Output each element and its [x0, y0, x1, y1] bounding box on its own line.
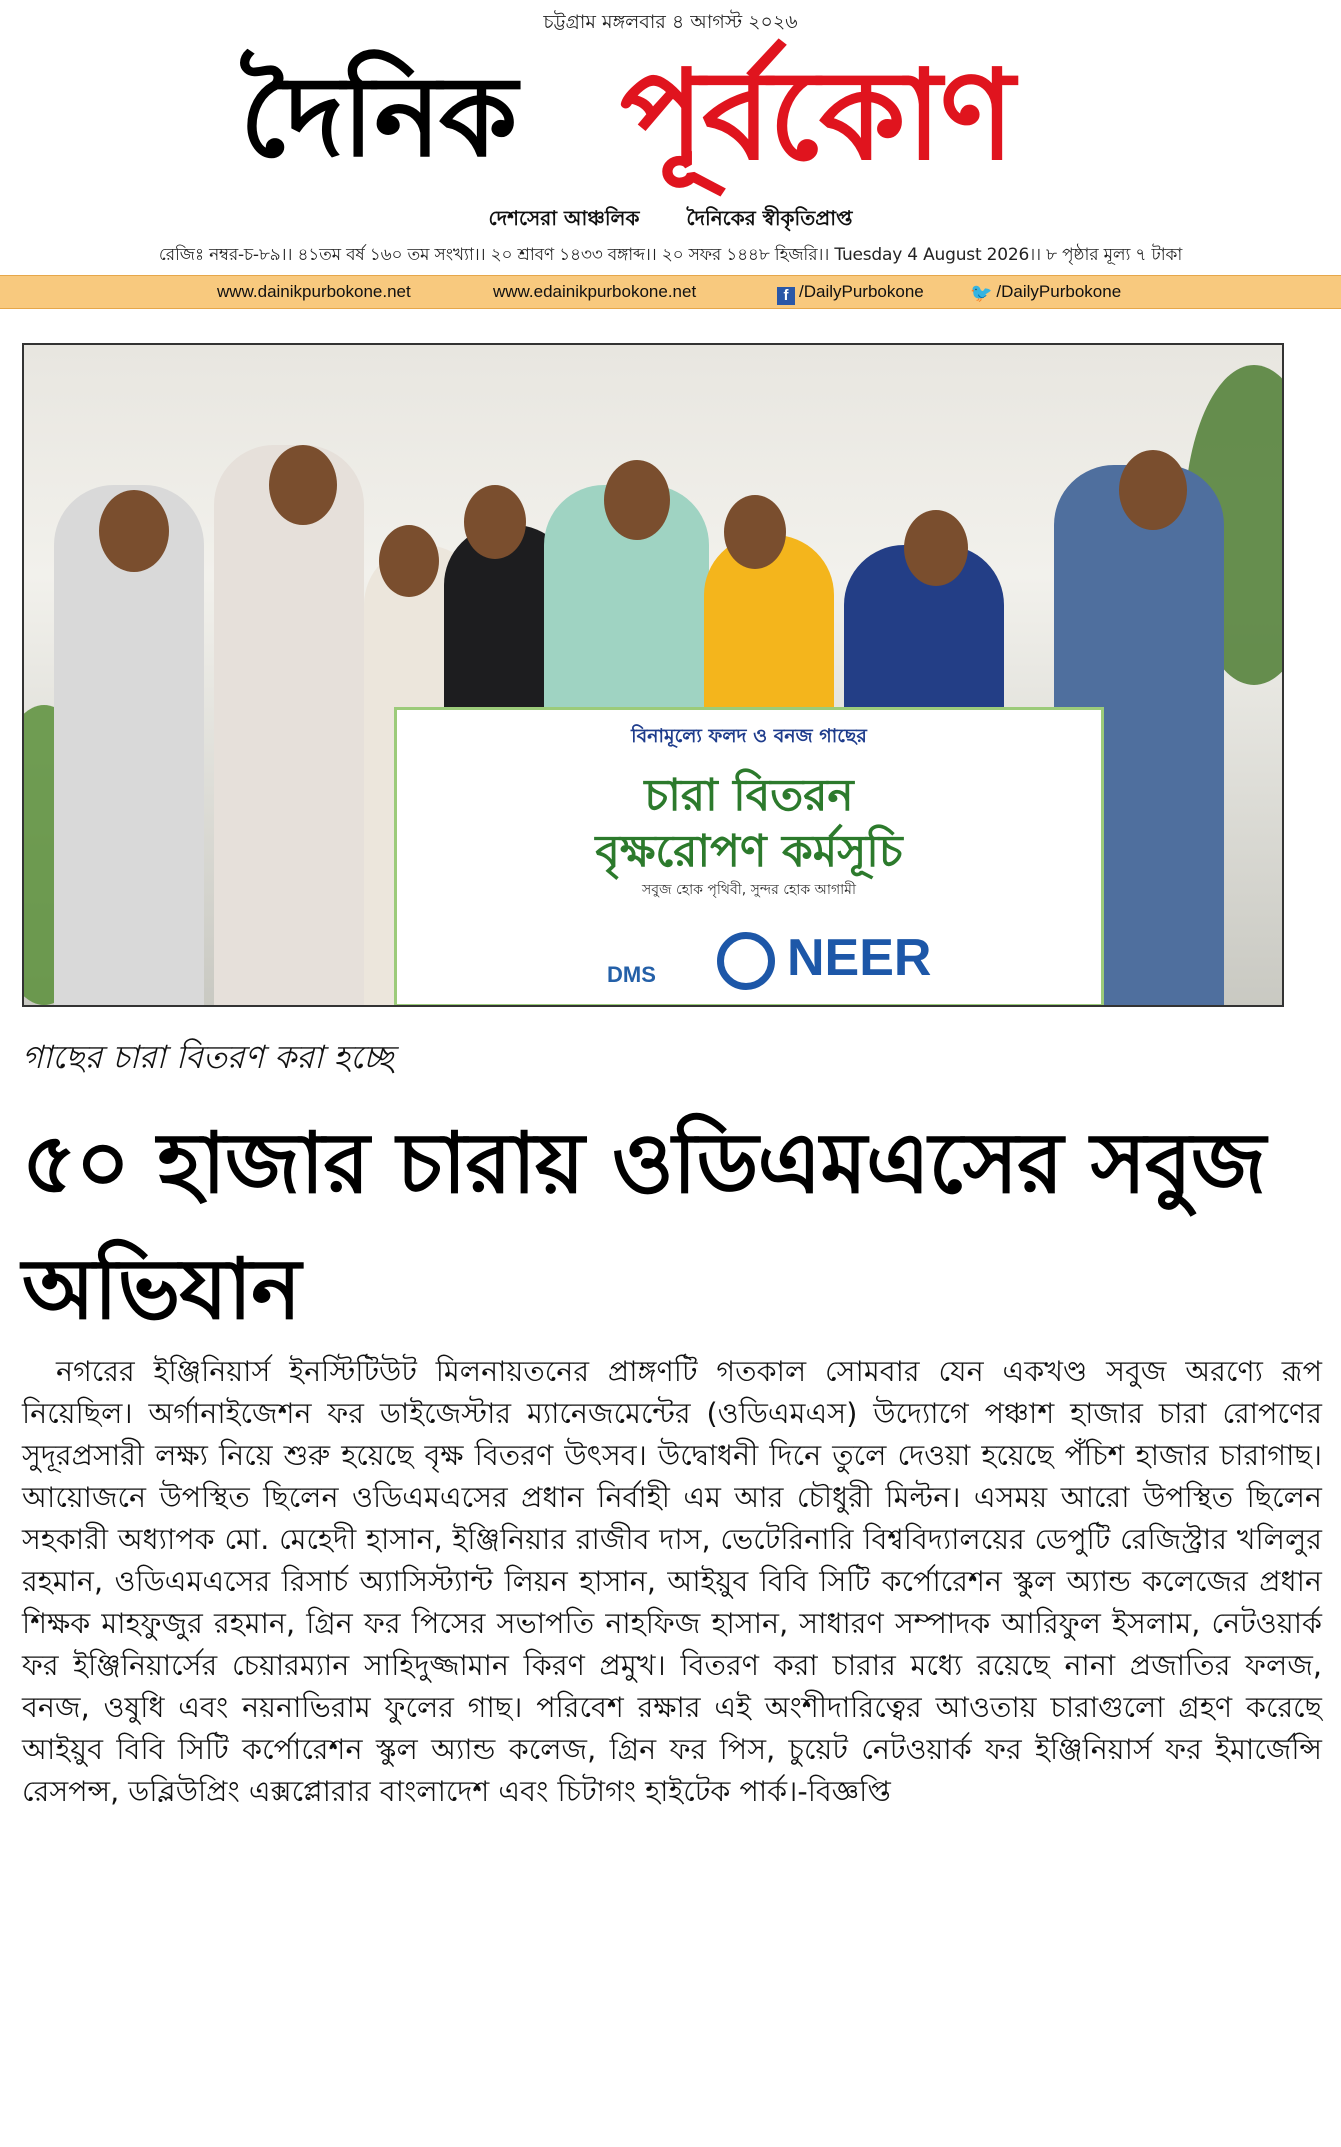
- person-4-head: [464, 485, 526, 559]
- person-5-head: [604, 460, 670, 540]
- person-3-head: [379, 525, 439, 597]
- twitter-icon: 🐦: [970, 283, 993, 303]
- masthead-black-text: দৈনিক: [240, 51, 516, 182]
- person-8-head: [1119, 450, 1187, 530]
- banner-line-4: সবুজ হোক পৃথিবী, সুন্দর হোক আগামী: [642, 882, 856, 898]
- article-body: নগরের ইঞ্জিনিয়ার্স ইনস্টিটিউট মিলনায়তনের প্রাঙ্গণটি গতকাল সোমবার যেন একখণ্ড সবুজ অরণ্যে রূপ নিয়েছিল। অর্গানাইজেশন ফর ডাইজেস্টার ম্যানেজমেন্টের (ওডিএমএস) উদ্যোগে পঞ্চাশ হাজার চারা রোপণের সুদূরপ্রসারী লক্ষ্য নিয়ে শুরু হয়েছে বৃক্ষ বিতরণ উৎসব। উদ্বোধনী দিনে তুলে দেওয়া হয়েছে পঁচিশ হাজার চারাগাছ। আয়োজনে উপস্থিত ছিলেন ওডিএমএসের প্রধান নির্বাহী এম আর চৌধুরী মিল্টন। এসময় আরো উপস্থিত ছিলেন সহকারী অধ্যাপক মো. মেহেদী হাসান, ইঞ্জিনিয়ার রাজীব দাস, ভেটেরিনারি বিশ্ববিদ্যালয়ের ডেপুটি রেজিস্ট্রার খলিলুর রহমান, ওডিএমএসের রিসার্চ অ্যাসিস্ট্যান্ট লিয়ন হাসান, আইয়ুব বিবি সিটি কর্পোরেশন স্কুল অ্যান্ড কলেজের প্রধান শিক্ষক মাহফুজুর রহমান, গ্রিন ফর পিসের সভাপতি নাহফিজ হাসান, সাধারণ সম্পাদক আরিফুল ইসলাম, নেটওয়ার্ক ফর ইঞ্জিনিয়ার্সের চেয়ারম্যান সাহিদুজ্জামান কিরণ প্রমুখ। বিতরণ করা চারার মধ্যে রয়েছে নানা প্রজাতির ফলজ, বনজ, ওষুধি এবং নয়নাভিরাম ফুলের গাছ। পরিবেশ রক্ষার এই অংশীদারিত্বের আওতায় চারাগুলো গ্রহণ করেছে আইয়ুব বিবি সিটি কর্পোরেশন স্কুল অ্যান্ড কলেজ, গ্রিন ফর পিস, চুয়েট নেটওয়ার্ক ফর ইঞ্জিনিয়ার্স ফর ইমার্জেন্সি রেসপন্স, ডব্লিউপ্রিং এক্সপ্লোরার বাংলাদেশ এবং চিটাগং হাইটেক পার্ক।-বিজ্ঞপ্তি: [22, 1354, 1322, 1808]
- masthead-tagline: [0, 204, 1341, 237]
- person-2: [214, 445, 364, 1005]
- registration-line: রেজিঃ নম্বর-চ-৮৯।। ৪১তম বর্ষ ১৬০ তম সংখ্যা।। ২০ শ্রাবণ ১৪৩৩ বঙ্গাব্দ।। ২০ সফর ১৪৪৮ হিজরি।। Tuesday 4 August 2026।। ৮ পৃষ্ঠার মূল্য ৭ টাকা: [158, 245, 1183, 265]
- gear-icon: [717, 932, 775, 990]
- banner-line-2: চারা বিতরন: [644, 770, 854, 821]
- epaper-link[interactable]: www.edainikpurbokone.net: [493, 282, 697, 301]
- facebook-handle: /DailyPurbokone: [799, 282, 924, 301]
- banner-line-3: বৃক্ষরোপণ কর্মসূচি: [595, 826, 903, 877]
- dms-logo: DMS: [607, 962, 656, 987]
- banner-line-1: বিনামূল্যে ফলদ ও বনজ গাছের: [631, 725, 867, 747]
- person-1-head: [99, 490, 169, 572]
- event-banner: [394, 707, 1104, 1007]
- twitter-handle: /DailyPurbokone: [996, 282, 1122, 301]
- website-link[interactable]: www.dainikpurbokone.net: [217, 282, 411, 301]
- facebook-link[interactable]: [777, 282, 924, 305]
- news-photo: [22, 343, 1284, 1007]
- tagline-right: দৈনিকের স্বীকৃতিপ্রাপ্ত: [686, 206, 853, 230]
- twitter-link[interactable]: [970, 282, 1121, 304]
- person-7-head: [904, 510, 968, 586]
- neer-logo: NEER: [787, 929, 932, 987]
- masthead-logo: [240, 36, 1100, 206]
- dateline: চট্টগ্রাম মঙ্গলবার ৪ আগস্ট ২০২৬: [543, 11, 798, 33]
- article-headline: ৫০ হাজার চারায় ওডিএমএসের সবুজ অভিযান: [22, 1114, 1266, 1338]
- photo-caption: গাছের চারা বিতরণ করা হচ্ছে: [22, 1038, 394, 1076]
- web-links-bar: [0, 275, 1341, 309]
- tagline-left: দেশসেরা আঞ্চলিক: [488, 206, 640, 230]
- facebook-icon: f: [777, 287, 795, 305]
- person-6-head: [724, 495, 786, 569]
- person-2-head: [269, 445, 337, 525]
- masthead-red-text: পূর্বকোণ: [620, 43, 1013, 188]
